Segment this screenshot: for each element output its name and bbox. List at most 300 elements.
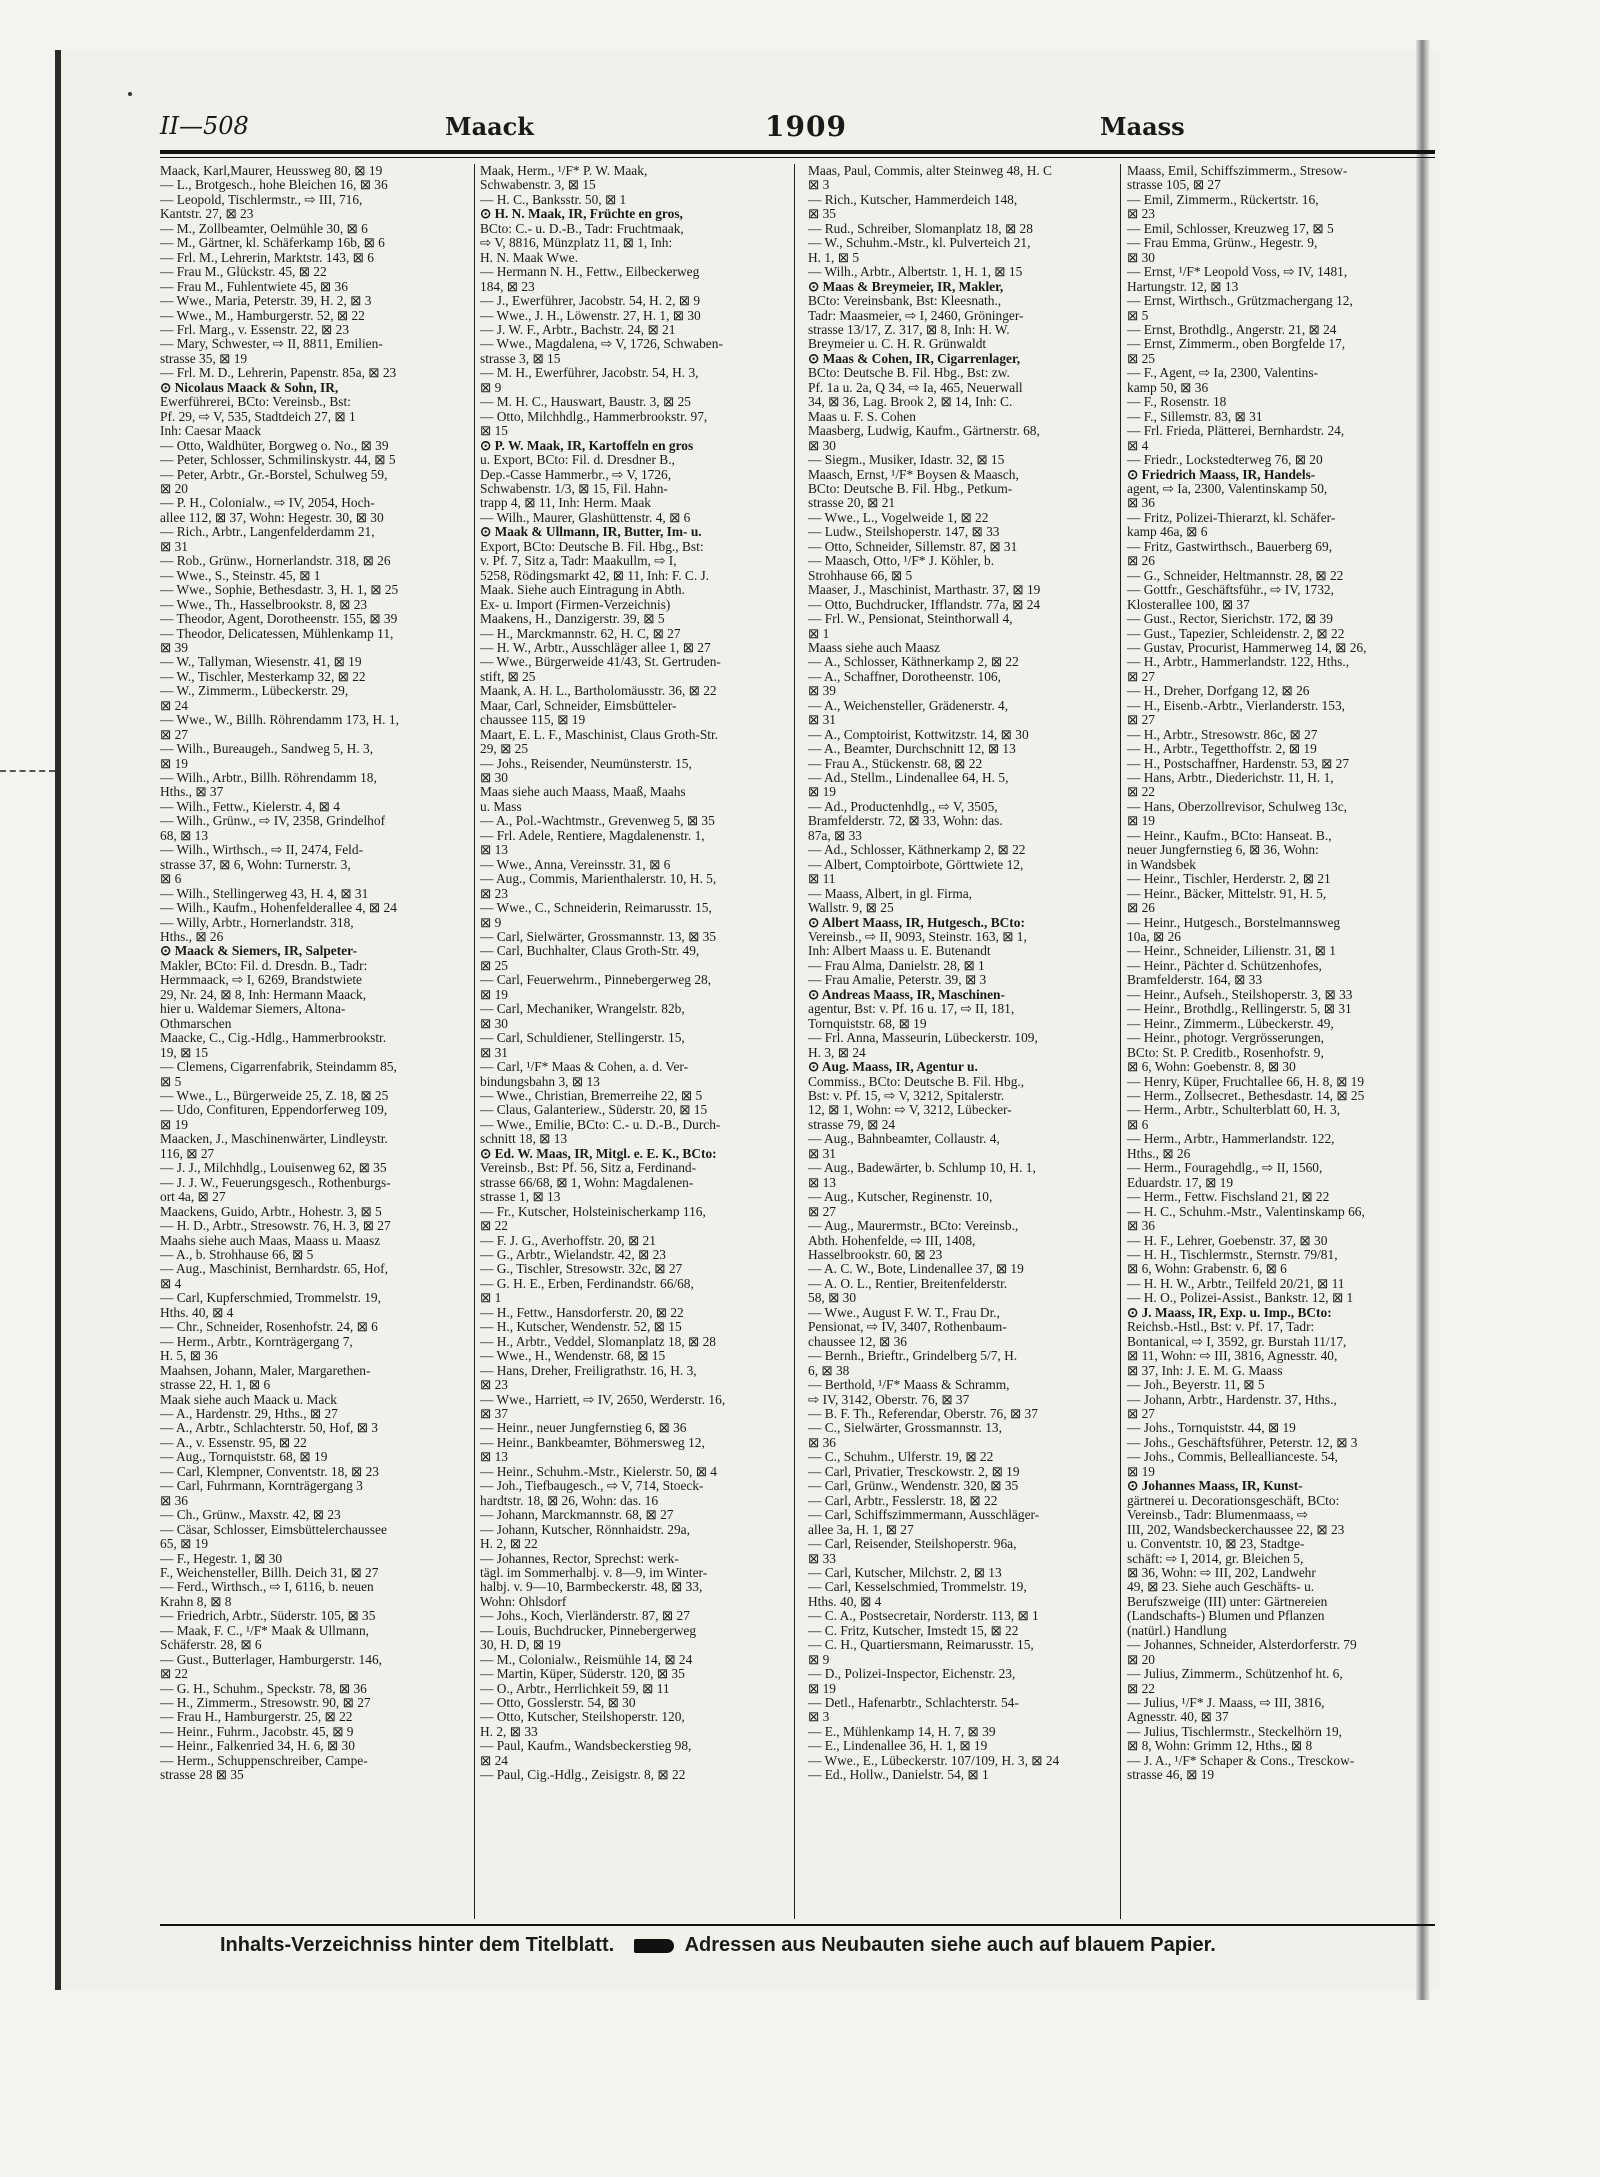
directory-line: — Carl, Feuerwehrm., Pinnebergerweg 28, bbox=[480, 973, 712, 988]
directory-line: Maasch, Ernst, ¹/F* Boysen & Maasch, bbox=[808, 467, 1019, 482]
directory-line: ⊠ 23 bbox=[480, 1378, 508, 1393]
directory-line: — B. F. Th., Referendar, Oberstr. 76, ⊠ 37 bbox=[808, 1406, 1038, 1421]
footer-right-text: Adressen aus Neubauten siehe auch auf blauem Papier. bbox=[684, 1934, 1216, 1956]
directory-line: ⊠ 9 bbox=[480, 380, 502, 395]
directory-line: — H., Kutscher, Wendenstr. 52, ⊠ 15 bbox=[480, 1320, 682, 1335]
directory-line: — H., Marckmannstr. 62, H. C, ⊠ 27 bbox=[480, 626, 681, 641]
directory-line: — Carl, Sielwärter, Grossmannstr. 13, ⊠ 35 bbox=[480, 930, 717, 945]
directory-line: ⊠ 27 bbox=[1127, 1406, 1155, 1421]
directory-line: Hths., ⊠ 37 bbox=[160, 785, 224, 800]
directory-line: Breymeier u. C. H. R. Grünwaldt bbox=[808, 337, 987, 352]
directory-line: Wohn: Ohlsdorf bbox=[480, 1594, 567, 1609]
directory-line: ⊠ 23 bbox=[1127, 207, 1155, 222]
directory-line: — H. W., Arbtr., Ausschläger allee 1, ⊠ 27 bbox=[480, 640, 711, 655]
directory-line: — Heinr., Tischler, Herderstr. 2, ⊠ 21 bbox=[1127, 872, 1331, 887]
directory-line: — Wwe., August F. W. T., Frau Dr., bbox=[808, 1305, 1000, 1320]
directory-line: ⊠ 33 bbox=[808, 1551, 836, 1566]
directory-line: — C. H., Quartiersmann, Reimarusstr. 15, bbox=[808, 1638, 1034, 1653]
directory-line: — F. J. G., Averhoffstr. 20, ⊠ 21 bbox=[480, 1233, 656, 1248]
directory-line: — M. H., Ewerführer, Jacobstr. 54, H. 3, bbox=[480, 366, 699, 381]
directory-line: Berufszweige (III) unter: Gärtnereien bbox=[1127, 1594, 1328, 1609]
directory-line: — Theodor, Delicatessen, Mühlenkamp 11, bbox=[160, 626, 394, 641]
directory-line: stift, ⊠ 25 bbox=[480, 669, 536, 684]
directory-line: ⊠ 15 bbox=[480, 424, 508, 439]
directory-line: — Wilh., Fettw., Kielerstr. 4, ⊠ 4 bbox=[160, 799, 340, 814]
directory-line: — Ch., Grünw., Maxstr. 42, ⊠ 23 bbox=[160, 1508, 341, 1523]
directory-line: — Carl, Kutscher, Milchstr. 2, ⊠ 13 bbox=[808, 1565, 1002, 1580]
directory-line: — Johann, Kutscher, Rönnhaidstr. 29a, bbox=[480, 1522, 690, 1537]
directory-line: — J., Ewerführer, Jacobstr. 54, H. 2, ⊠ 9 bbox=[480, 294, 701, 309]
directory-line: hardtstr. 18, ⊠ 26, Wohn: das. 16 bbox=[480, 1493, 659, 1508]
directory-line: — A. C. W., Bote, Lindenallee 37, ⊠ 19 bbox=[808, 1262, 1024, 1277]
directory-line: ⊙ Ed. W. Maas, IR, Mitgl. e. E. K., BCto: bbox=[480, 1146, 717, 1161]
directory-line: gärtnerei u. Decorationsgeschäft, BCto: bbox=[1127, 1493, 1340, 1508]
directory-line: — Wwe., Sophie, Bethesdastr. 3, H. 1, ⊠ 25 bbox=[160, 583, 399, 598]
directory-line: — Herm., Fettw. Fischsland 21, ⊠ 22 bbox=[1127, 1190, 1330, 1205]
directory-line: ⊙ P. W. Maak, IR, Kartoffeln en gros bbox=[480, 438, 694, 453]
directory-line: — Johs., Commis, Belleallianceste. 54, bbox=[1127, 1450, 1338, 1465]
directory-line: — E., Lindenallee 36, H. 1, ⊠ 19 bbox=[808, 1739, 988, 1754]
directory-line: — J. W. F., Arbtr., Bachstr. 24, ⊠ 21 bbox=[480, 322, 676, 337]
directory-line: — H., Dreher, Dorfgang 12, ⊠ 26 bbox=[1127, 684, 1310, 699]
directory-line: — H., Arbtr., Tegetthoffstr. 2, ⊠ 19 bbox=[1127, 742, 1317, 757]
directory-line: — Carl, Mechaniker, Wrangelstr. 82b, bbox=[480, 1002, 685, 1017]
directory-line: — Wwe., Harriett, ⇨ IV, 2650, Werderstr. 16, bbox=[480, 1392, 726, 1407]
directory-line: — Leopold, Tischlermstr., ⇨ III, 716, bbox=[160, 192, 363, 207]
directory-line: hier u. Waldemar Siemers, Altona- bbox=[160, 1002, 346, 1017]
directory-line: Klosterallee 100, ⊠ 37 bbox=[1127, 597, 1250, 612]
directory-line: — Wwe., Emilie, BCto: C.- u. D.-B., Durch- bbox=[480, 1117, 721, 1132]
directory-line: ⊠ 8, Wohn: Grimm 12, Hths., ⊠ 8 bbox=[1127, 1739, 1313, 1754]
directory-line: — Detl., Hafenarbtr., Schlachterstr. 54- bbox=[808, 1696, 1019, 1711]
directory-line: — Carl, Kesselschmied, Trommelstr. 19, bbox=[808, 1580, 1027, 1595]
directory-line: Maahsen, Johann, Maler, Margarethen- bbox=[160, 1363, 371, 1378]
directory-line: strasse 3, ⊠ 15 bbox=[480, 351, 561, 366]
header-rule-thin bbox=[160, 157, 1435, 158]
directory-line: F., Weichensteller, Billh. Deich 31, ⊠ 27 bbox=[160, 1565, 379, 1580]
directory-line: ⊠ 30 bbox=[1127, 250, 1155, 265]
directory-line: — H., Eisenb.-Arbtr., Vierlanderstr. 153, bbox=[1127, 698, 1345, 713]
directory-line: Ex- u. Import (Firmen-Verzeichnis) bbox=[480, 597, 671, 612]
fold-mark bbox=[0, 770, 55, 774]
directory-line: — Ad., Stellm., Lindenallee 64, H. 5, bbox=[808, 771, 1009, 786]
directory-line: — Johs., Tornquiststr. 44, ⊠ 19 bbox=[1127, 1421, 1296, 1436]
directory-line: — Herm., Arbtr., Schulterblatt 60, H. 3, bbox=[1127, 1103, 1341, 1118]
directory-line: 65, ⊠ 19 bbox=[160, 1537, 209, 1552]
directory-line: — Rich., Kutscher, Hammerdeich 148, bbox=[808, 192, 1018, 207]
directory-line: — P. H., Colonialw., ⇨ IV, 2054, Hoch- bbox=[160, 496, 375, 511]
directory-line: — Julius, Tischlermstr., Steckelhörn 19, bbox=[1127, 1724, 1343, 1739]
directory-line: ⊠ 31 bbox=[808, 713, 836, 728]
directory-line: ⊠ 25 bbox=[480, 958, 508, 973]
directory-line: Maacke, C., Cig.-Hdlg., Hammerbrookstr. bbox=[160, 1031, 387, 1046]
directory-line: ⊠ 36 bbox=[808, 1435, 836, 1450]
directory-line: — Frau A., Stückenstr. 68, ⊠ 22 bbox=[808, 756, 983, 771]
directory-line: 29, Nr. 24, ⊠ 8, Inh: Hermann Maack, bbox=[160, 987, 367, 1002]
directory-line: ⊠ 1 bbox=[808, 626, 830, 641]
footer-left-text: Inhalts-Verzeichniss hinter dem Titelblatt. bbox=[220, 1934, 615, 1956]
directory-line: ⊠ 39 bbox=[160, 640, 188, 655]
directory-line: ⊠ 24 bbox=[160, 698, 188, 713]
directory-line: — Joh., Tiefbaugesch., ⇨ V, 714, Stoeck- bbox=[480, 1479, 704, 1494]
directory-line: — Wwe., M., Hamburgerstr. 52, ⊠ 22 bbox=[160, 308, 365, 323]
directory-line: — H. D., Arbtr., Stresowstr. 76, H. 3, ⊠ 27 bbox=[160, 1219, 391, 1234]
directory-line: — Frl. Adele, Rentiere, Magdalenenstr. 1, bbox=[480, 828, 705, 843]
directory-line: — Wwe., L., Vogelweide 1, ⊠ 22 bbox=[808, 510, 989, 525]
directory-line: — Johann, Arbtr., Hardenstr. 37, Hths., bbox=[1127, 1392, 1337, 1407]
directory-line: Maak. Siehe auch Eintragung in Abth. bbox=[480, 583, 685, 598]
directory-line: — A., Comptoirist, Kottwitzstr. 14, ⊠ 30 bbox=[808, 727, 1029, 742]
directory-line: allee 3a, H. 1, ⊠ 27 bbox=[808, 1522, 914, 1537]
directory-line: Maack, Karl,Maurer, Heussweg 80, ⊠ 19 bbox=[160, 164, 383, 178]
directory-line: — Paul, Kaufm., Wandsbeckerstieg 98, bbox=[480, 1739, 692, 1754]
directory-line: — L., Brotgesch., hohe Bleichen 16, ⊠ 36 bbox=[160, 178, 388, 193]
directory-line: chaussee 115, ⊠ 19 bbox=[480, 713, 586, 728]
directory-line: — Otto, Gosslerstr. 54, ⊠ 30 bbox=[480, 1696, 636, 1711]
directory-line: Maak, Herm., ¹/F* P. W. Maak, bbox=[480, 164, 648, 178]
directory-line: ⊠ 27 bbox=[1127, 713, 1155, 728]
directory-line: kamp 50, ⊠ 36 bbox=[1127, 380, 1209, 395]
directory-line: — Frl. M. D., Lehrerin, Papenstr. 85a, ⊠ 23 bbox=[160, 366, 397, 381]
pointing-hand-icon bbox=[634, 1939, 674, 1953]
directory-line: ⊠ 30 bbox=[808, 438, 836, 453]
directory-line: — F., Agent, ⇨ Ia, 2300, Valentins- bbox=[1127, 366, 1319, 381]
directory-line: — F., Hegestr. 1, ⊠ 30 bbox=[160, 1551, 283, 1566]
directory-line: ⊠ 37, Inh: J. E. M. G. Maass bbox=[1127, 1363, 1283, 1378]
directory-line: strasse 105, ⊠ 27 bbox=[1127, 178, 1221, 193]
directory-line: — Maasch, Otto, ¹/F* J. Köhler, b. bbox=[808, 554, 995, 569]
directory-line: Bramfelderstr. 72, ⊠ 33, Wohn: das. bbox=[808, 814, 1003, 829]
column-3 bbox=[808, 164, 1113, 1914]
directory-line: — Wilh., Wirthsch., ⇨ II, 2474, Feld- bbox=[160, 843, 364, 858]
footer-rule bbox=[160, 1924, 1435, 1926]
header-year: 1909 bbox=[765, 110, 847, 143]
directory-line: — Cäsar, Schlosser, Eimsbüttelerchaussee bbox=[160, 1522, 387, 1537]
directory-line: — Frau Amalie, Peterstr. 39, ⊠ 3 bbox=[808, 973, 987, 988]
directory-line: Maas u. F. S. Cohen bbox=[808, 409, 916, 424]
directory-line: — Frl. Frieda, Plätterei, Bernhardstr. 24, bbox=[1127, 424, 1345, 439]
directory-line: — O., Arbtr., Herrlichkeit 59, ⊠ 11 bbox=[480, 1681, 670, 1696]
directory-line: — Udo, Confituren, Eppendorferweg 109, bbox=[160, 1103, 388, 1118]
directory-line: — Wwe., Anna, Vereinsstr. 31, ⊠ 6 bbox=[480, 857, 671, 872]
directory-line: — H. C., Banksstr. 50, ⊠ 1 bbox=[480, 192, 627, 207]
directory-line: ⊠ 22 bbox=[1127, 785, 1155, 800]
directory-line: — Paul, Cig.-Hdlg., Zeisigstr. 8, ⊠ 22 bbox=[480, 1768, 686, 1783]
directory-line: ⊠ 35 bbox=[808, 207, 836, 222]
directory-line: u. Conventstr. 10, ⊠ 23, Stadtge- bbox=[1127, 1537, 1305, 1552]
directory-line: — M., Gärtner, kl. Schäferkamp 16b, ⊠ 6 bbox=[160, 236, 385, 251]
directory-line: ⊠ 6 bbox=[1127, 1117, 1149, 1132]
directory-line: — Herm., Schuppenschreiber, Campe- bbox=[160, 1753, 368, 1768]
directory-line: — Wilh., Maurer, Glashüttenstr. 4, ⊠ 6 bbox=[480, 510, 691, 525]
directory-line: III, 202, Wandsbeckerchaussee 22, ⊠ 23 bbox=[1127, 1522, 1345, 1537]
directory-line: H. 2, ⊠ 22 bbox=[480, 1537, 538, 1552]
directory-line: — Johann, Marckmannstr. 68, ⊠ 27 bbox=[480, 1508, 674, 1523]
directory-line: — Heinr., Bankbeamter, Böhmersweg 12, bbox=[480, 1435, 705, 1450]
directory-line: v. Pf. 7, Sitz a, Tadr: Maakullm, ⇨ I, bbox=[480, 554, 677, 569]
directory-line: ⊠ 19 bbox=[808, 1681, 836, 1696]
directory-line: Tornquiststr. 68, ⊠ 19 bbox=[808, 1016, 927, 1031]
directory-line: — Heinr., Schneider, Lilienstr. 31, ⊠ 1 bbox=[1127, 944, 1336, 959]
directory-line: ⊙ Nicolaus Maack & Sohn, IR, bbox=[160, 380, 339, 395]
directory-line: BCto: C.- u. D.-B., Tadr: Fruchtmaak, bbox=[480, 221, 684, 236]
directory-line: — J. J., Milchhdlg., Louisenweg 62, ⊠ 35 bbox=[160, 1161, 387, 1176]
directory-line: 87a, ⊠ 33 bbox=[808, 828, 862, 843]
page-header bbox=[160, 108, 1430, 144]
directory-line: — W., Zimmerm., Lübeckerstr. 29, bbox=[160, 684, 349, 699]
directory-line: — D., Polizei-Inspector, Eichenstr. 23, bbox=[808, 1667, 1016, 1682]
directory-line: — Aug., Kutscher, Reginenstr. 10, bbox=[808, 1190, 993, 1205]
directory-line: — Wwe., H., Wendenstr. 68, ⊠ 15 bbox=[480, 1349, 666, 1364]
directory-line: — Ad., Productenhdlg., ⇨ V, 3505, bbox=[808, 799, 998, 814]
directory-line: 10a, ⊠ 26 bbox=[1127, 930, 1181, 945]
directory-line: — Willy, Arbtr., Hornerlandstr. 318, bbox=[160, 915, 354, 930]
directory-line: — A., Arbtr., Schlachterstr. 50, Hof, ⊠ 3 bbox=[160, 1421, 379, 1436]
directory-line: Hartungstr. 12, ⊠ 13 bbox=[1127, 279, 1239, 294]
directory-line: Schäferstr. 28, ⊠ 6 bbox=[160, 1638, 262, 1653]
directory-line: — Aug., Maschinist, Bernhardstr. 65, Hof, bbox=[160, 1262, 388, 1277]
directory-line: — W., Tischler, Mesterkamp 32, ⊠ 22 bbox=[160, 669, 366, 684]
directory-line: ⊙ Aug. Maass, IR, Agentur u. bbox=[808, 1060, 978, 1075]
directory-line: — Emil, Schlosser, Kreuzweg 17, ⊠ 5 bbox=[1127, 221, 1334, 236]
directory-line: — Wilh., Grünw., ⇨ IV, 2358, Grindelhof bbox=[160, 814, 386, 829]
directory-line: 12, ⊠ 1, Wohn: ⇨ V, 3212, Lübecker- bbox=[808, 1103, 1012, 1118]
directory-line: — Wilh., Arbtr., Billh. Röhrendamm 18, bbox=[160, 771, 377, 786]
directory-line: — Frau Alma, Danielstr. 28, ⊠ 1 bbox=[808, 958, 985, 973]
directory-line: — Theodor, Agent, Dorotheenstr. 155, ⊠ 39 bbox=[160, 612, 398, 627]
directory-line: — Johs., Koch, Vierländerstr. 87, ⊠ 27 bbox=[480, 1609, 690, 1624]
directory-line: — Ernst, ¹/F* Leopold Voss, ⇨ IV, 1481, bbox=[1127, 265, 1348, 280]
directory-line: Othmarschen bbox=[160, 1016, 232, 1031]
directory-line: ⊠ 3 bbox=[808, 178, 830, 193]
directory-line: BCto: Vereinsbank, Bst: Kleesnath., bbox=[808, 294, 1002, 309]
directory-line: 6, ⊠ 38 bbox=[808, 1363, 850, 1378]
directory-line: ⊠ 13 bbox=[480, 843, 508, 858]
directory-line: — Wilh., Kaufm., Hohenfelderallee 4, ⊠ 24 bbox=[160, 901, 397, 916]
directory-line: — Wwe., S., Steinstr. 45, ⊠ 1 bbox=[160, 568, 321, 583]
directory-line: — Wwe., L., Bürgerweide 25, Z. 18, ⊠ 25 bbox=[160, 1089, 389, 1103]
directory-line: ⊠ 23 bbox=[480, 886, 508, 901]
directory-line: — Wwe., J. H., Löwenstr. 27, H. 1, ⊠ 30 bbox=[480, 308, 701, 323]
directory-line: — Wilh., Bureaugeh., Sandweg 5, H. 3, bbox=[160, 742, 374, 757]
directory-line: Abth. Hohenfelde, ⇨ III, 1408, bbox=[808, 1233, 976, 1248]
directory-line: strasse 79, ⊠ 24 bbox=[808, 1117, 896, 1132]
directory-line: — H. H. W., Arbtr., Teilfeld 20/21, ⊠ 11 bbox=[1127, 1276, 1345, 1291]
directory-line: — G., Tischler, Stresowstr. 32c, ⊠ 27 bbox=[480, 1262, 683, 1277]
directory-line: — Otto, Schneider, Sillemstr. 87, ⊠ 31 bbox=[808, 539, 1018, 554]
directory-line: — Joh., Beyerstr. 11, ⊠ 5 bbox=[1127, 1378, 1265, 1393]
directory-line: ⊠ 22 bbox=[1127, 1681, 1155, 1696]
directory-line: ⊠ 31 bbox=[808, 1146, 836, 1161]
directory-line: — H. F., Lehrer, Goebenstr. 37, ⊠ 30 bbox=[1127, 1233, 1328, 1248]
directory-line: — C., Schuhm., Ulferstr. 19, ⊠ 22 bbox=[808, 1450, 994, 1465]
directory-line: ⊠ 9 bbox=[808, 1652, 830, 1667]
directory-line: ⊠ 19 bbox=[1127, 814, 1155, 829]
directory-line: Export, BCto: Deutsche B. Fil. Hbg., Bst: bbox=[480, 539, 704, 554]
directory-line: ⊙ Maack & Siemers, IR, Salpeter- bbox=[160, 944, 358, 959]
directory-line: — H. O., Polizei-Assist., Bankstr. 12, ⊠ 1 bbox=[1127, 1291, 1354, 1306]
directory-line: — Ernst, Zimmerm., oben Borgfelde 17, bbox=[1127, 337, 1346, 352]
directory-line: — G., Arbtr., Wielandstr. 42, ⊠ 23 bbox=[480, 1247, 666, 1262]
directory-line: — Frl. Marg., v. Essenstr. 22, ⊠ 23 bbox=[160, 322, 350, 337]
directory-line: Maacken, J., Maschinenwärter, Lindleystr. bbox=[160, 1132, 388, 1147]
directory-line: — Otto, Buchdrucker, Ifflandstr. 77a, ⊠ 24 bbox=[808, 597, 1041, 612]
directory-line: — Gust., Butterlager, Hamburgerstr. 146, bbox=[160, 1652, 382, 1667]
directory-line: ⊠ 20 bbox=[1127, 1652, 1155, 1667]
directory-line: bindungsbahn 3, ⊠ 13 bbox=[480, 1074, 600, 1089]
directory-line: — Carl, Reisender, Steilshoperstr. 96a, bbox=[808, 1537, 1017, 1552]
directory-line: Vereinsb., Bst: Pf. 56, Sitz a, Ferdinand- bbox=[480, 1161, 697, 1176]
directory-line: — Wilh., Stellingerweg 43, H. 4, ⊠ 31 bbox=[160, 886, 369, 901]
directory-line: ⊠ 19 bbox=[480, 987, 508, 1002]
directory-line: ⊙ Andreas Maass, IR, Maschinen- bbox=[808, 987, 1005, 1002]
directory-line: ⇨ V, 8816, Münzplatz 11, ⊠ 1, Inh: bbox=[480, 236, 673, 251]
directory-line: — Frau H., Hamburgerstr. 25, ⊠ 22 bbox=[160, 1710, 353, 1725]
directory-line: — Carl, Fuhrmann, Kornträgergang 3 bbox=[160, 1479, 363, 1494]
directory-line: strasse 1, ⊠ 13 bbox=[480, 1190, 561, 1205]
directory-line: Maass, Emil, Schiffszimmerm., Stresow- bbox=[1127, 164, 1348, 178]
directory-line: Maasberg, Ludwig, Kaufm., Gärtnerstr. 68, bbox=[808, 424, 1040, 439]
directory-line: — A. O. L., Rentier, Breitenfelderstr. bbox=[808, 1276, 1008, 1291]
directory-line: — Carl, Arbtr., Fesslerstr. 18, ⊠ 22 bbox=[808, 1493, 998, 1508]
directory-line: — A., b. Strohhause 66, ⊠ 5 bbox=[160, 1247, 314, 1262]
directory-line: — Frau Emma, Grünw., Hegestr. 9, bbox=[1127, 236, 1318, 251]
directory-line: trapp 4, ⊠ 11, Inh: Herm. Maak bbox=[480, 496, 651, 511]
column-divider bbox=[1120, 164, 1121, 1919]
directory-line: — M. H. C., Hauswart, Baustr. 3, ⊠ 25 bbox=[480, 395, 691, 410]
directory-line: — C. Fritz, Kutscher, Imstedt 15, ⊠ 22 bbox=[808, 1623, 1019, 1638]
directory-line: — Gust., Tapezier, Schleidenstr. 2, ⊠ 22 bbox=[1127, 626, 1345, 641]
directory-line: ⊠ 5 bbox=[160, 1074, 182, 1089]
directory-line: Bst: v. Pf. 15, ⇨ V, 3212, Spitalerstr. bbox=[808, 1089, 1005, 1103]
directory-line: — Peter, Arbtr., Gr.-Borstel, Schulweg 59, bbox=[160, 467, 388, 482]
directory-line: Schwabenstr. 1/3, ⊠ 15, Fil. Hahn- bbox=[480, 481, 668, 496]
directory-line: — H., Zimmerm., Stresowstr. 90, ⊠ 27 bbox=[160, 1696, 371, 1711]
directory-line: — H., Arbtr., Veddel, Slomanplatz 18, ⊠ 28 bbox=[480, 1334, 716, 1349]
directory-line: — Carl, ¹/F* Maas & Cohen, a. d. Ver- bbox=[480, 1060, 689, 1075]
directory-line: — Gust., Rector, Sierichstr. 172, ⊠ 39 bbox=[1127, 612, 1333, 627]
directory-line: — Rob., Grünw., Hornerlandstr. 318, ⊠ 26 bbox=[160, 554, 391, 569]
directory-line: 30, H. D, ⊠ 19 bbox=[480, 1638, 561, 1653]
directory-line: ⊠ 13 bbox=[808, 1175, 836, 1190]
directory-line: ⊠ 5 bbox=[1127, 308, 1149, 323]
directory-line: — A., v. Essenstr. 95, ⊠ 22 bbox=[160, 1435, 307, 1450]
directory-line: Maar, Carl, Schneider, Eimsbütteler- bbox=[480, 698, 677, 713]
directory-line: — Aug., Tornquiststr. 68, ⊠ 19 bbox=[160, 1450, 328, 1465]
directory-line: — Martin, Küper, Süderstr. 120, ⊠ 35 bbox=[480, 1667, 685, 1682]
directory-line: — Wilh., Arbtr., Albertstr. 1, H. 1, ⊠ 15 bbox=[808, 265, 1023, 280]
directory-line: 116, ⊠ 27 bbox=[160, 1146, 215, 1161]
directory-line: — H. C., Schuhm.-Mstr., Valentinskamp 66, bbox=[1127, 1204, 1365, 1219]
directory-line: ⊠ 11 bbox=[808, 872, 836, 887]
directory-line: Eduardstr. 17, ⊠ 19 bbox=[1127, 1175, 1234, 1190]
directory-line: — Heinr., Brothdlg., Rellingerstr. 5, ⊠ 31 bbox=[1127, 1002, 1352, 1017]
directory-line: ⊠ 19 bbox=[808, 785, 836, 800]
directory-line: — Johannes, Schneider, Alsterdorferstr. 79 bbox=[1127, 1638, 1357, 1653]
directory-line: strasse 66/68, ⊠ 1, Wohn: Magdalenen- bbox=[480, 1175, 694, 1190]
directory-line: ⊠ 27 bbox=[1127, 669, 1155, 684]
directory-line: H. 3, ⊠ 24 bbox=[808, 1045, 866, 1060]
directory-line: — Carl, Kupferschmied, Trommelstr. 19, bbox=[160, 1291, 381, 1306]
directory-line: — G. H., Schuhm., Speckstr. 78, ⊠ 36 bbox=[160, 1681, 367, 1696]
directory-line: — Wwe., E., Lübeckerstr. 107/109, H. 3, ⊠ 24 bbox=[808, 1753, 1060, 1768]
directory-line: — Heinr., Aufseh., Steilshoperstr. 3, ⊠ 33 bbox=[1127, 987, 1353, 1002]
directory-line: schnitt 18, ⊠ 13 bbox=[480, 1132, 568, 1147]
directory-line: ⊠ 4 bbox=[1127, 438, 1149, 453]
directory-line: ⊠ 6 bbox=[160, 872, 182, 887]
scan-speck bbox=[128, 92, 132, 96]
directory-line: schäft: ⇨ I, 2014, gr. Bleichen 5, bbox=[1127, 1551, 1304, 1566]
directory-line: — Chr., Schneider, Rosenhofstr. 24, ⊠ 6 bbox=[160, 1320, 378, 1335]
directory-line: — Aug., Commis, Marienthalerstr. 10, H. 5, bbox=[480, 872, 717, 887]
directory-line: — H., Arbtr., Stresowstr. 86c, ⊠ 27 bbox=[1127, 727, 1318, 742]
directory-line: ⊙ Maas & Breymeier, IR, Makler, bbox=[808, 279, 1004, 294]
directory-line: halbj. v. 9—10, Barmbeckerstr. 48, ⊠ 33, bbox=[480, 1580, 703, 1595]
directory-line: Tadr: Maasmeier, ⇨ I, 2460, Gröninger- bbox=[808, 308, 1024, 323]
directory-line: — Emil, Zimmerm., Rückertstr. 16, bbox=[1127, 192, 1319, 207]
directory-line: ⊠ 30 bbox=[480, 1016, 508, 1031]
directory-line: strasse 20, ⊠ 21 bbox=[808, 496, 896, 511]
directory-line: 49, ⊠ 23. Siehe auch Geschäfts- u. bbox=[1127, 1580, 1315, 1595]
directory-line: — Maass, Albert, in gl. Firma, bbox=[808, 886, 973, 901]
directory-line: chaussee 12, ⊠ 36 bbox=[808, 1334, 907, 1349]
directory-line: ⊠ 39 bbox=[808, 684, 836, 699]
directory-line: — E., Mühlenkamp 14, H. 7, ⊠ 39 bbox=[808, 1724, 996, 1739]
directory-line: Maank, A. H. L., Bartholomäusstr. 36, ⊠ 22 bbox=[480, 684, 717, 699]
directory-line: — Carl, Buchhalter, Claus Groth-Str. 49, bbox=[480, 944, 700, 959]
directory-line: — Wwe., Christian, Bremerreihe 22, ⊠ 5 bbox=[480, 1089, 703, 1103]
directory-line: — C., Sielwärter, Grossmannstr. 13, bbox=[808, 1421, 1002, 1436]
column-divider bbox=[794, 164, 795, 1919]
directory-line: — Carl, Privatier, Tresckowstr. 2, ⊠ 19 bbox=[808, 1464, 1020, 1479]
page-footer bbox=[220, 1934, 1420, 1964]
directory-line: Bramfelderstr. 164, ⊠ 33 bbox=[1127, 973, 1263, 988]
directory-line: — Heinr., Zimmerm., Lübeckerstr. 49, bbox=[1127, 1016, 1334, 1031]
directory-line: — Ernst, Wirthsch., Grützmachergang 12, bbox=[1127, 294, 1353, 309]
directory-line: neuer Jungfernstieg 6, ⊠ 36, Wohn: bbox=[1127, 843, 1319, 858]
directory-line: — Friedrich, Arbtr., Süderstr. 105, ⊠ 35 bbox=[160, 1609, 376, 1624]
directory-line: — Wwe., Magdalena, ⇨ V, 1726, Schwaben- bbox=[480, 337, 723, 352]
directory-line: — Siegm., Musiker, Idastr. 32, ⊠ 15 bbox=[808, 453, 1005, 468]
directory-line: — Johs., Geschäftsführer, Peterstr. 12, ⊠ 3 bbox=[1127, 1435, 1358, 1450]
column-divider bbox=[474, 164, 475, 1919]
directory-line: — Heinr., Fuhrm., Jacobstr. 45, ⊠ 9 bbox=[160, 1724, 354, 1739]
directory-line: Pf. 29, ⇨ V, 535, Stadtdeich 27, ⊠ 1 bbox=[160, 409, 356, 424]
directory-line: Agnesstr. 40, ⊠ 37 bbox=[1127, 1710, 1229, 1725]
directory-line: agent, ⇨ Ia, 2300, Valentinskamp 50, bbox=[1127, 481, 1328, 496]
directory-line: — A., Hardenstr. 29, Hths., ⊠ 27 bbox=[160, 1406, 338, 1421]
directory-line: ort 4a, ⊠ 27 bbox=[160, 1190, 226, 1205]
directory-line: — G. H. E., Erben, Ferdinandstr. 66/68, bbox=[480, 1276, 694, 1291]
directory-line: H. 5, ⊠ 36 bbox=[160, 1349, 218, 1364]
directory-line: ⊠ 1 bbox=[480, 1291, 502, 1306]
directory-line: — Julius, ¹/F* J. Maass, ⇨ III, 3816, bbox=[1127, 1696, 1325, 1711]
directory-line: — H. H., Tischlermstr., Sternstr. 79/81, bbox=[1127, 1247, 1338, 1262]
directory-line: ⊠ 6, Wohn: Goebenstr. 8, ⊠ 30 bbox=[1127, 1060, 1296, 1075]
directory-line: — Frl. W., Pensionat, Steinthorwall 4, bbox=[808, 612, 1013, 627]
directory-line: ⊠ 36 bbox=[160, 1493, 188, 1508]
directory-line: Maackens, Guido, Arbtr., Hohestr. 3, ⊠ 5 bbox=[160, 1204, 382, 1219]
directory-line: — Maak, F. C., ¹/F* Maak & Ullmann, bbox=[160, 1623, 369, 1638]
directory-line: Wallstr. 9, ⊠ 25 bbox=[808, 901, 894, 916]
column-2 bbox=[480, 164, 785, 1914]
directory-line: — Otto, Kutscher, Steilshoperstr. 120, bbox=[480, 1710, 685, 1725]
directory-line: ⊙ H. N. Maak, IR, Früchte en gros, bbox=[480, 207, 683, 222]
directory-line: Hermmaack, ⇨ I, 6269, Brandstwiete bbox=[160, 973, 362, 988]
header-left-name: Maack bbox=[445, 112, 534, 141]
directory-line: — A., Schlosser, Käthnerkamp 2, ⊠ 22 bbox=[808, 655, 1019, 670]
directory-line: ⊠ 26 bbox=[1127, 554, 1155, 569]
